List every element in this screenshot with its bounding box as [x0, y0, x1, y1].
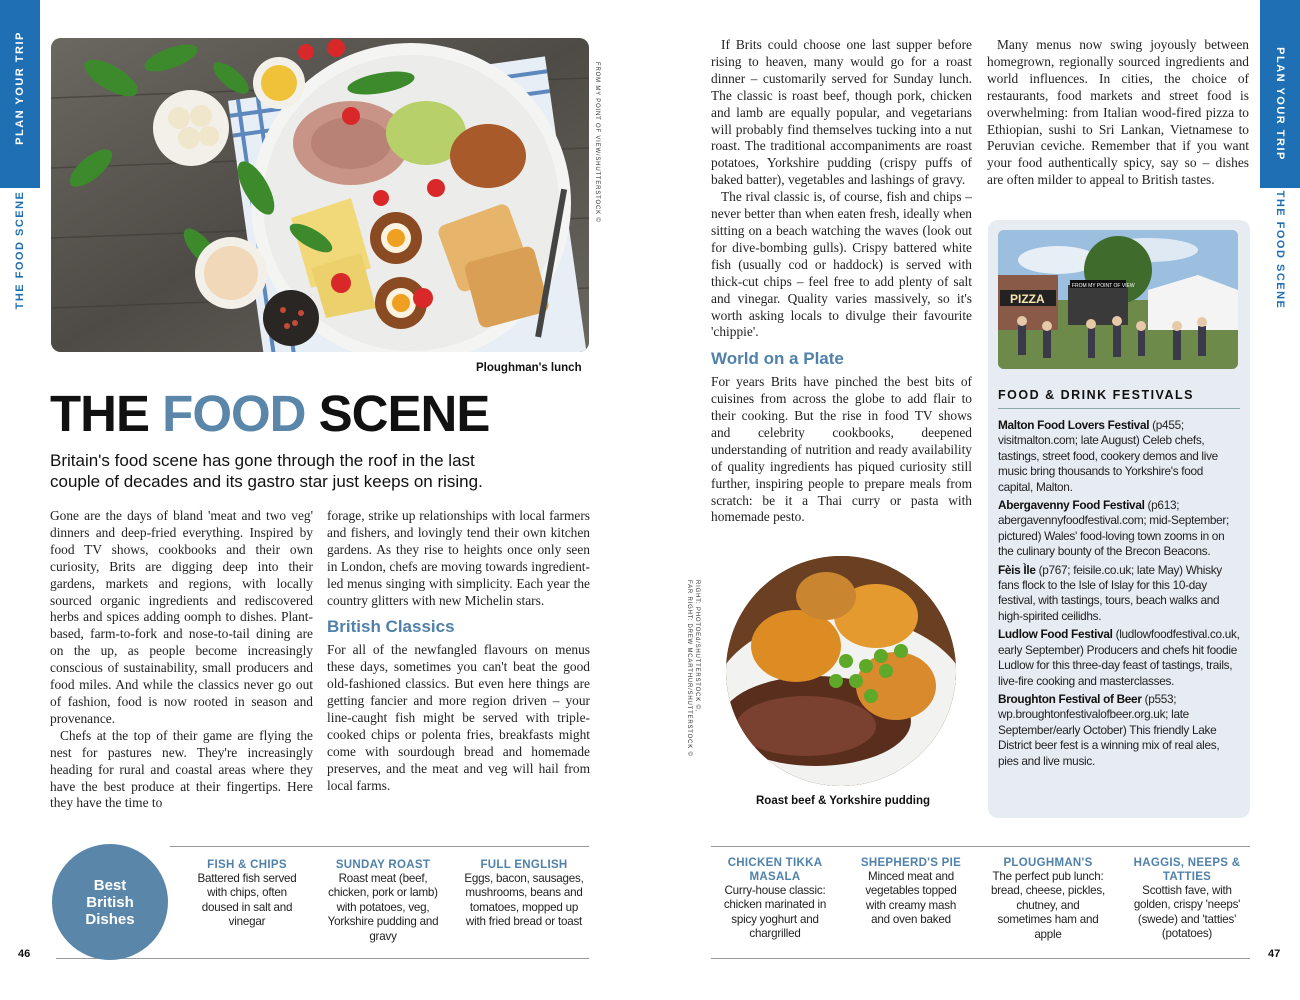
dish-desc: Roast meat (beef, chicken, pork or lamb) with potatoes, veg, Yorkshire pudding and gravy — [327, 872, 439, 943]
dish-shepherds-pie — [848, 856, 974, 928]
col2-para1: forage, strike up relationships with local farmers and fishers, and lovingly tend their own kitchen gardens. As they rise to heights once only seen in London, chefs are moving towards ingredient-led menus singing with simplicity. Each year the country glitters with new Michelin stars. — [327, 508, 590, 608]
best-dishes-label: Best British Dishes — [85, 876, 135, 928]
pizza-sign-text: PIZZA — [1010, 292, 1045, 306]
standfirst: Britain's food scene has gone through the roof in the last couple of decades and its gastro star just keeps on rising. — [50, 451, 483, 491]
col2-para2: For all of the newfangled flavours on menus these days, sometimes you can't beat the good old-fashioned classics. But even here things are getting fancier and more region driven – your line-caught fish might be served with triple-cooked chips or polenta fries, breakfasts might come with sourdough bread and homemade preserves, and the meat and veg will hail from local farms. — [327, 642, 590, 793]
festival-name: Fèis Ìle — [998, 562, 1036, 577]
ploughmans-lunch-photo — [51, 38, 589, 352]
bottom-rule-right-top — [711, 846, 1250, 847]
column-4 — [987, 37, 1249, 189]
festivals-list — [998, 418, 1240, 772]
festival-item — [998, 627, 1240, 689]
left-chapter-tab-label: THE FOOD SCENE — [14, 190, 26, 310]
festival-name: Ludlow Food Festival — [998, 627, 1113, 642]
world-on-a-plate-heading: World on a Plate — [711, 349, 844, 369]
dish-name: FULL ENGLISH — [480, 859, 568, 871]
festival-item — [998, 692, 1240, 769]
festival-desc: (ludlowfoodfestival.co.uk, early September) Producers and chefs hit foodie Ludlow for this three-day feast of tastings, trails, live-fire cooking and masterclasses. — [998, 627, 1240, 688]
dish-desc: Minced meat and vegetables topped with creamy mash and oven baked — [865, 870, 957, 927]
dish-name: PLOUGHMAN'S — [1003, 857, 1093, 869]
right-chapter-tab-label: THE FOOD SCENE — [1274, 190, 1286, 310]
dish-name: CHICKEN TIKKA MASALA — [727, 857, 823, 883]
festival-illustration — [998, 230, 1238, 369]
dish-haggis-neeps-tatties — [1124, 856, 1250, 942]
col1-para1: Gone are the days of bland 'meat and two veg' dinners and deep-fried everything. Inspired by food TV shows, cookbooks and their own curiosity, Brits are digging deep into their gardens, markets and regions, with locally sourced organic ingredients and rediscovered herbs and spices adding oomph to dishes. Plant-based, farm-to-fork and nose-to-tail dining are on the up, as people become increasingly conscious of sustainability, small producers and food miles. And while the classics never go out of fashion, food is now rooted in season and provenance. — [50, 508, 313, 726]
festival-item — [998, 498, 1240, 560]
right-section-tab — [1260, 0, 1300, 188]
left-chapter-tab — [0, 190, 40, 310]
dish-chicken-tikka-masala — [714, 856, 836, 942]
column-1 — [50, 508, 313, 812]
roast-beef-illustration — [726, 556, 956, 786]
roast-photo-credit-1: RIGHT: PHOTOEd/SHUTTERSTOCK ©, — [694, 580, 700, 713]
title-part1: THE — [50, 385, 163, 442]
festival-desc: (p455; visitmalton.com; late August) Celeb chefs, tastings, street food, cookery demos and live music bring thousands to Yorkshire's food capital, Malton. — [998, 418, 1218, 494]
col3-para1: If Brits could choose one last supper before rising to heaven, many would go for a roast dinner – customarily served for Sunday lunch. The classic is roast beef, though pork, chicken and lamb are equally popular, and vegetarians will probably find themselves tucking into a nut roast. The traditional accompaniments are roast potatoes, Yorkshire pudding (crispy puffs of baked batter), vegetables and lashings of gravy. — [711, 37, 972, 188]
col1-para2: Chefs at the top of their game are flying the nest for pastures new. They're increasingly heading for rural and coastal areas where they have the best produce at their fingertips. Here they have the time to — [50, 727, 313, 811]
ploughmans-photo-credit: FROM MY POINT OF VIEW/SHUTTERSTOCK © — [594, 62, 600, 223]
dish-ploughmans — [983, 856, 1113, 942]
festival-name: Broughton Festival of Beer — [998, 691, 1142, 706]
right-chapter-tab — [1260, 190, 1300, 310]
bottom-rule-right-bottom — [711, 958, 1250, 959]
dish-full-english — [456, 858, 592, 930]
festival-desc: (p553; wp.broughtonfestivalofbeer.org.uk; late September/early October) This friendly Lake District beer fest is a winning mix of real ales, pies and live music. — [998, 691, 1220, 768]
col4-para1: Many menus now swing joyously between homegrown, regionally sourced ingredients and world influences. In cities, the choice of restaurants, food markets and street food is overwhelming: from Italian wood-fired pizza to Ethiopian, sushi to Sri Lankan, Vietnamese to Peruvian ceviche. Remember that if you want your food authentically spicy, say so – dishes are often milder to appeal to British tastes. — [987, 37, 1249, 188]
festival-photo — [998, 230, 1238, 369]
british-classics-heading: British Classics — [327, 617, 455, 637]
right-section-tab-label: PLAN YOUR TRIP — [1274, 47, 1286, 161]
roast-beef-photo — [726, 556, 956, 786]
dish-name: SHEPHERD'S PIE — [860, 857, 962, 869]
dish-desc: Battered fish served with chips, often doused in salt and vinegar — [197, 872, 297, 929]
page-number-left: 46 — [18, 948, 31, 960]
roast-photo-credit-2: FAR RIGHT: DREW MCARTHUR/SHUTTERSTOCK © — [686, 580, 692, 757]
festival-desc: (p613; abergavennyfoodfestival.com; mid-September; pictured) Wales' food-loving town zooms in on the culinary bounty of the Brecon Beacons. — [998, 498, 1230, 559]
festivals-title: FOOD & DRINK FESTIVALS — [998, 388, 1240, 409]
stall-sign-text: FROM MY POINT OF VIEW — [1072, 283, 1135, 289]
festival-desc: (p767; feisile.co.uk; late May) Whisky fans flock to the Isle of Islay for this 10-day festival, with tastings, tours, beach walks and high-spirited ceilidhs. — [998, 562, 1222, 623]
ploughmans-lunch-illustration — [51, 38, 589, 352]
dish-desc: Scottish fave, with golden, crispy 'neeps' (swede) and 'tatties' (potatoes) — [1133, 884, 1241, 941]
title-part2: SCENE — [305, 385, 490, 442]
dish-name: FISH & CHIPS — [207, 859, 287, 871]
roast-caption: Roast beef & Yorkshire pudding — [756, 795, 931, 807]
page-number-right: 47 — [1268, 948, 1281, 960]
dish-fish-and-chips — [182, 858, 312, 930]
left-section-tab — [0, 0, 40, 188]
col3-para3: For years Brits have pinched the best bits of cuisines from across the globe to add flair to their cooking. But the rise in food TV shows and celebrity cookbooks, deepened understanding of nutrition and ready availability of quality ingredients has piqued curiosity still further, inspiring people to prepare meals from scratch: be it a Thai curry or pasta with homemade pesto. — [711, 374, 972, 525]
dish-sunday-roast — [318, 858, 448, 944]
dish-name: HAGGIS, NEEPS & TATTIES — [1133, 857, 1241, 883]
dish-name: SUNDAY ROAST — [335, 859, 431, 871]
ploughmans-caption: Ploughman's lunch — [476, 362, 582, 374]
column-3 — [711, 37, 972, 526]
dish-desc: Eggs, bacon, sausages, mushrooms, beans and tomatoes, mopped up with fried bread or toast — [464, 872, 584, 929]
left-section-tab-label: PLAN YOUR TRIP — [14, 31, 26, 145]
festival-item — [998, 563, 1240, 625]
bottom-rule-left-top — [170, 846, 589, 847]
dish-desc: Curry-house classic: chicken marinated in spicy yoghurt and chargrilled — [723, 884, 827, 941]
bottom-rule-left-bottom — [56, 958, 589, 959]
festival-item — [998, 418, 1240, 495]
best-dishes-badge — [52, 844, 168, 960]
title-accent: FOOD — [162, 385, 306, 442]
page-title — [50, 384, 489, 443]
festival-name: Malton Food Lovers Festival — [998, 418, 1150, 432]
festival-name: Abergavenny Food Festival — [998, 498, 1145, 513]
dish-desc: The perfect pub lunch: bread, cheese, pickles, chutney, and sometimes ham and apple — [991, 870, 1105, 941]
column-2 — [327, 508, 590, 795]
col3-para2: The rival classic is, of course, fish and chips – never better than when eaten fresh, ideally when sitting on a beach watching the waves (look out for dive-bombing gulls). Crispy battered white fish (usually cod or haddock) is served with thick-cut chips – feel free to add plenty of salt and vinegar. Quality varies massively, so it's worth asking locals to divulge their favourite 'chippie'. — [711, 189, 972, 340]
